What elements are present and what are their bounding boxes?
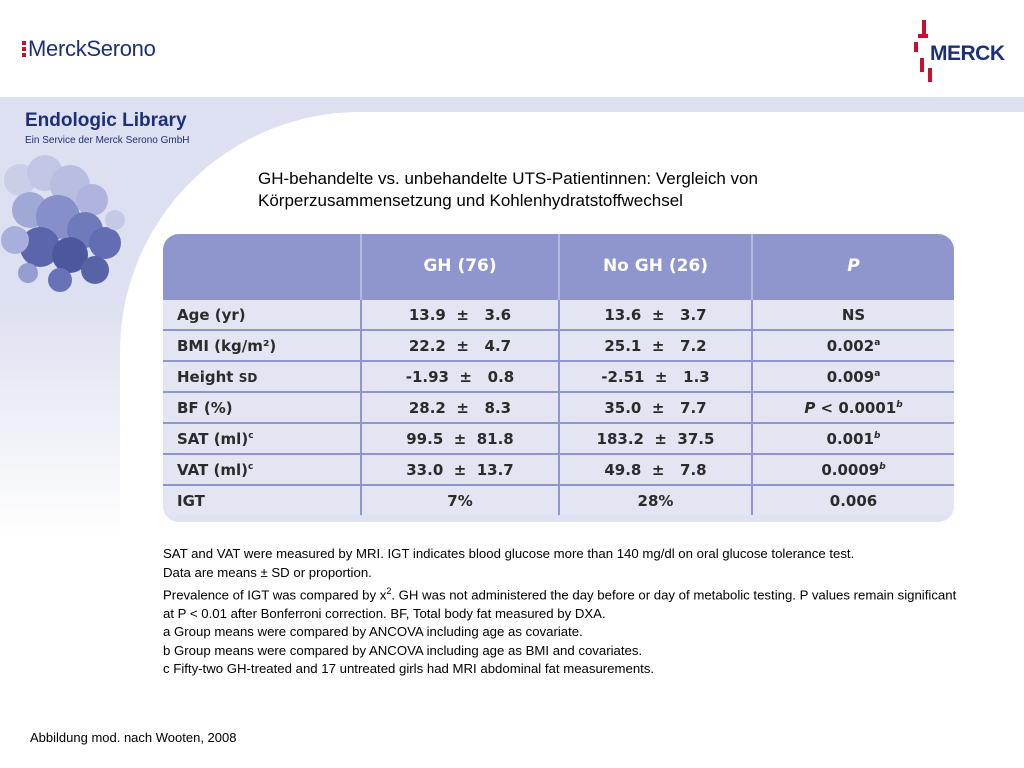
source-citation: Abbildung mod. nach Wooten, 2008 bbox=[30, 730, 237, 745]
table-row-height bbox=[163, 361, 954, 392]
p-value: 0.002$^a$ bbox=[752, 330, 954, 361]
data-table-figure bbox=[163, 234, 954, 522]
footnote-line: Data are means ± SD or proportion. bbox=[163, 564, 372, 580]
row-label: BMI (kg/m²) bbox=[163, 330, 361, 361]
row-label: Age (yr) bbox=[163, 299, 361, 330]
footnote-line: Prevalence of IGT was compared by $x^2$. GH was not administered the day before or day of metabolic testing. P values remain significant at P < 0.01 after Bonferroni correction. BF, Total body fat measured by DXA. bbox=[163, 586, 957, 621]
gh-value: 33.0 ± 13.7 bbox=[361, 454, 559, 485]
p-value: 0.006 bbox=[752, 485, 954, 515]
no-gh-value: 28% bbox=[559, 485, 752, 515]
row-label: Height SD bbox=[163, 361, 361, 392]
footnote-line: b Group means were compared by ANCOVA including age as BMI and covariates. bbox=[163, 642, 643, 658]
table-footnotes bbox=[163, 545, 963, 679]
merck-logo bbox=[914, 20, 1004, 82]
gh-value: -1.93 ± 0.8 bbox=[361, 361, 559, 392]
footnote-line: c Fifty-two GH-treated and 17 untreated girls had MRI abdominal fat measurements. bbox=[163, 661, 655, 677]
p-value: NS bbox=[752, 299, 954, 330]
no-gh-value: 49.8 ± 7.8 bbox=[559, 454, 752, 485]
gh-value: 22.2 ± 4.7 bbox=[361, 330, 559, 361]
header-no-gh: No GH (26) bbox=[559, 234, 752, 299]
header-empty bbox=[163, 234, 361, 299]
no-gh-value: 13.6 ± 3.7 bbox=[559, 299, 752, 330]
row-label: IGT bbox=[163, 485, 361, 515]
slide-title: GH-behandelte vs. unbehandelte UTS-Patientinnen: Vergleich von Körperzusammensetzung und Kohlenhydratstoffwechsel bbox=[258, 169, 758, 210]
footnote-line: a Group means were compared by ANCOVA including age as covariate. bbox=[163, 624, 583, 640]
protein-illustration bbox=[0, 155, 135, 295]
footnote-line: SAT and VAT were measured by MRI. IGT indicates blood glucose more than 140 mg/dl on oral glucose tolerance test. bbox=[163, 546, 855, 561]
gh-value: 28.2 ± 8.3 bbox=[361, 392, 559, 423]
no-gh-value: 35.0 ± 7.7 bbox=[559, 392, 752, 423]
table-row-bf bbox=[163, 392, 954, 423]
band-fade bbox=[0, 300, 130, 537]
table-row-sat bbox=[163, 423, 954, 454]
merck-logo-text: MERCK bbox=[930, 42, 1005, 65]
gh-value: 7% bbox=[361, 485, 559, 515]
p-value: P < 0.0001$^b$ bbox=[752, 392, 954, 423]
merck-serono-logo-text: MerckSerono bbox=[28, 36, 156, 61]
no-gh-value: 183.2 ± 37.5 bbox=[559, 423, 752, 454]
merck-serono-logo bbox=[22, 36, 156, 62]
gh-value: 13.9 ± 3.6 bbox=[361, 299, 559, 330]
row-label: SAT (ml)$^c$ bbox=[163, 423, 361, 454]
p-value: 0.001$^b$ bbox=[752, 423, 954, 454]
p-value: 0.0009$^b$ bbox=[752, 454, 954, 485]
library-subtitle: Ein Service der Merck Serono GmbH bbox=[25, 135, 190, 146]
table-row-igt bbox=[163, 485, 954, 515]
no-gh-value: 25.1 ± 7.2 bbox=[559, 330, 752, 361]
gh-value: 99.5 ± 81.8 bbox=[361, 423, 559, 454]
no-gh-value: -2.51 ± 1.3 bbox=[559, 361, 752, 392]
row-label: BF (%) bbox=[163, 392, 361, 423]
header-gh: GH (76) bbox=[361, 234, 559, 299]
table-row-bmi bbox=[163, 330, 954, 361]
table-row-age bbox=[163, 299, 954, 330]
header-p: P bbox=[752, 234, 954, 299]
merck-serono-logo-mark bbox=[22, 41, 26, 57]
table-row-vat bbox=[163, 454, 954, 485]
comparison-table bbox=[163, 234, 954, 515]
p-value: 0.009$^a$ bbox=[752, 361, 954, 392]
table-header-row bbox=[163, 234, 954, 299]
row-label: VAT (ml)$^c$ bbox=[163, 454, 361, 485]
library-title: Endologic Library bbox=[25, 110, 187, 131]
